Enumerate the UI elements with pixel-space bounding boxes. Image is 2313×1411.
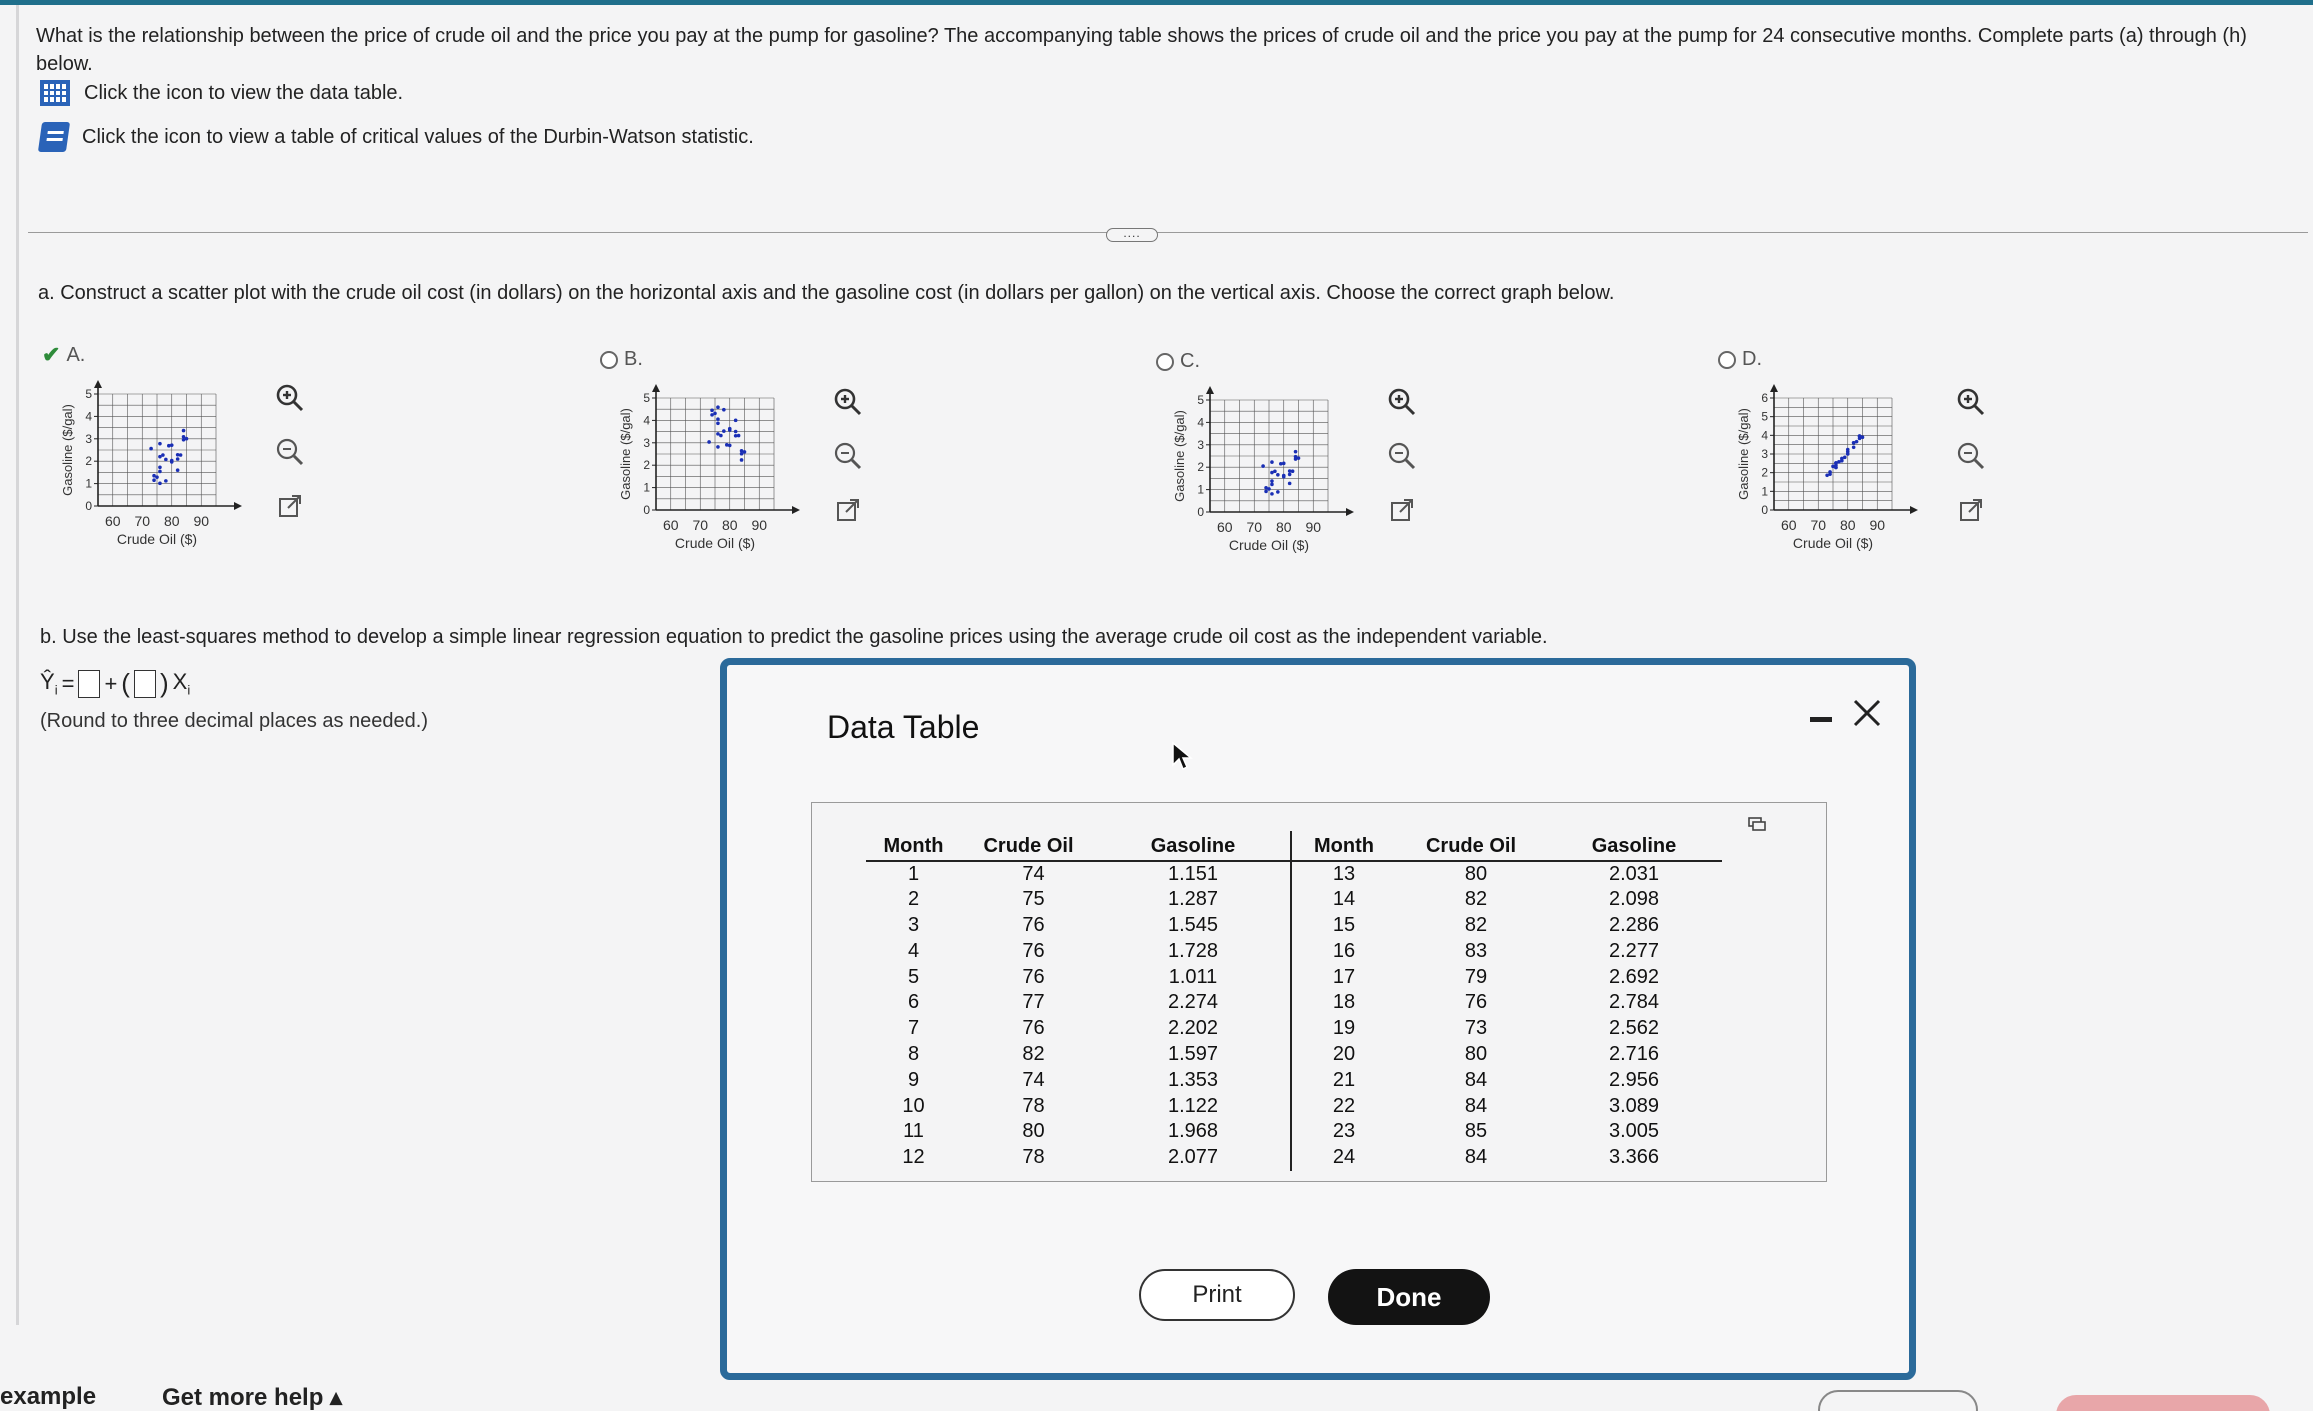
- data-point: [716, 445, 720, 449]
- table-cell: 1.011: [1096, 964, 1291, 990]
- option-a-label[interactable]: A.: [66, 343, 86, 366]
- data-point: [176, 457, 180, 461]
- y-tick-label: 4: [1761, 428, 1768, 443]
- zoom-in-icon[interactable]: [1384, 384, 1420, 420]
- data-point: [152, 478, 156, 482]
- table-cell: 75: [1022, 888, 1045, 911]
- x-axis-arrow: [1346, 508, 1354, 516]
- table-cell: 17: [1332, 965, 1356, 988]
- table-cell: 21: [1332, 1068, 1356, 1091]
- data-point: [728, 444, 732, 448]
- header-month: Month: [1291, 831, 1396, 861]
- table-cell: 3.366: [1608, 1146, 1660, 1169]
- table-cell: 13: [1332, 862, 1356, 885]
- data-point: [737, 434, 741, 438]
- table-cell: 22: [1332, 1094, 1356, 1117]
- table-cell: 1.122: [1096, 1093, 1291, 1119]
- y-axis-label: Gasoline ($/gal): [60, 404, 75, 496]
- open-new-window-icon[interactable]: [830, 492, 866, 528]
- table-cell: 3.089: [1608, 1094, 1660, 1117]
- scatter-graph-c[interactable]: [1170, 386, 1382, 586]
- option-b[interactable]: [600, 348, 643, 371]
- y-hat: $Ŷ_i$: [40, 669, 58, 698]
- table-cell: 80: [1464, 862, 1488, 885]
- data-point: [1858, 434, 1862, 438]
- data-point: [185, 437, 189, 441]
- option-c-radio[interactable]: [1156, 353, 1174, 371]
- y-tick-label: 1: [643, 480, 650, 495]
- table-cell: 76: [1022, 1017, 1045, 1040]
- data-point: [158, 455, 162, 459]
- table-cell: 76: [1022, 913, 1045, 936]
- view-example-link[interactable]: example: [0, 1383, 97, 1410]
- y-axis-label: Gasoline ($/gal): [618, 408, 633, 500]
- table-cell: 15: [1332, 913, 1356, 936]
- table-row: [866, 913, 1722, 939]
- top-accent-bar: [0, 0, 2313, 5]
- data-point: [1825, 473, 1829, 477]
- intercept-input[interactable]: [78, 670, 100, 698]
- left-edge: [16, 5, 19, 1325]
- data-point: [1282, 475, 1286, 479]
- table-cell: 2.031: [1608, 862, 1660, 885]
- table-cell: 78: [1022, 1094, 1045, 1117]
- option-c-label[interactable]: C.: [1180, 350, 1200, 372]
- y-tick-label: 5: [643, 391, 650, 405]
- table-cell: 2.784: [1608, 991, 1660, 1014]
- x-axis-label: Crude Oil ($): [1792, 535, 1874, 551]
- y-tick-label: 0: [643, 503, 650, 517]
- data-point: [1846, 452, 1850, 456]
- header-crude-oil: Crude Oil: [961, 831, 1096, 861]
- table-cell: 12: [902, 1146, 925, 1169]
- regression-equation: $Ŷ_i$ = + ( ) $X_i$: [40, 668, 191, 698]
- y-tick-label: 3: [643, 435, 650, 450]
- scatter-graph-d[interactable]: [1734, 384, 1946, 584]
- y-tick-label: 1: [1197, 482, 1204, 497]
- data-table-link[interactable]: [40, 80, 403, 106]
- plus-sign: +: [104, 670, 118, 696]
- y-tick-label: 0: [1197, 505, 1204, 519]
- y-tick-label: 2: [1761, 465, 1768, 480]
- header-gasoline: Gasoline: [1546, 831, 1722, 861]
- data-table-link-text[interactable]: Click the icon to view the data table.: [84, 81, 404, 104]
- scatter-graph-b[interactable]: [616, 384, 828, 584]
- table-row: [866, 1145, 1722, 1171]
- x-tick-label: 90: [1305, 519, 1322, 535]
- zoom-in-icon[interactable]: [1953, 384, 1989, 420]
- y-axis-arrow: [652, 384, 660, 392]
- data-point: [176, 468, 180, 472]
- x-tick-label: 60: [1780, 517, 1797, 533]
- table-cell: 2.277: [1608, 939, 1660, 962]
- x-variable: $X_i$: [172, 669, 191, 698]
- table-cell: 1: [907, 862, 920, 885]
- table-cell: 82: [1464, 913, 1488, 936]
- y-tick-label: 3: [1761, 447, 1768, 461]
- table-cell: 20: [1332, 1042, 1356, 1065]
- x-tick-label: 80: [1839, 517, 1856, 533]
- data-point: [743, 450, 747, 454]
- open-new-window-icon[interactable]: [1953, 492, 1989, 528]
- scatter-graph-a[interactable]: [58, 380, 258, 580]
- table-cell: 82: [1022, 1042, 1045, 1065]
- option-a[interactable]: [42, 342, 85, 368]
- x-axis-label: Crude Oil ($): [674, 535, 756, 551]
- y-tick-label: 0: [85, 499, 92, 513]
- data-point: [1270, 492, 1274, 496]
- table-cell: 1.597: [1096, 1042, 1291, 1068]
- data-point: [1288, 473, 1292, 477]
- table-cell: 74: [1022, 862, 1045, 885]
- table-cell: 2.562: [1608, 1017, 1660, 1040]
- x-tick-label: 60: [662, 517, 679, 533]
- close-icon[interactable]: [1847, 693, 1887, 733]
- table-cell: 6: [907, 991, 920, 1014]
- data-table: [866, 831, 1722, 1171]
- open-new-window-icon[interactable]: [272, 488, 308, 524]
- data-point: [728, 427, 732, 431]
- data-point: [152, 474, 156, 478]
- y-tick-label: 5: [85, 387, 92, 401]
- table-cell: 74: [1022, 1068, 1045, 1091]
- table-cell: 11: [903, 1120, 924, 1143]
- table-cell: 7: [907, 1017, 920, 1040]
- data-point: [170, 443, 174, 447]
- question-intro: What is the relationship between the price of crude oil and the price you pay at the pump for gasoline? The accompanying table shows the prices of crude oil and the price you pay at the pump for 24 consecutive months. Complete parts (a) through (h) below.: [36, 25, 2247, 75]
- data-point: [1261, 464, 1265, 468]
- data-point: [1288, 482, 1292, 486]
- data-point: [1834, 461, 1838, 465]
- zoom-in-icon[interactable]: [830, 384, 866, 420]
- table-cell: 1.151: [1096, 861, 1291, 887]
- data-point: [722, 408, 726, 412]
- y-axis-label: Gasoline ($/gal): [1736, 408, 1751, 500]
- x-tick-label: 90: [1869, 517, 1886, 533]
- data-point: [1264, 490, 1268, 494]
- mouse-cursor-icon: [1171, 741, 1193, 771]
- data-point: [740, 458, 744, 462]
- x-tick-label: 70: [1246, 519, 1263, 535]
- y-tick-label: 5: [1761, 409, 1768, 424]
- table-cell: 83: [1464, 939, 1488, 962]
- data-point: [158, 482, 162, 486]
- table-cell: 1.968: [1096, 1119, 1291, 1145]
- table-cell: 2.098: [1608, 888, 1660, 911]
- table-cell: 84: [1464, 1094, 1488, 1117]
- data-point: [1276, 490, 1280, 494]
- part-a-prompt: a. Construct a scatter plot with the crude oil cost (in dollars) on the horizontal axis and the gasoline cost (in dollars per gallon) on the vertical axis. Choose the correct graph below.: [38, 282, 1615, 304]
- data-point: [182, 435, 186, 439]
- y-tick-label: 5: [1197, 393, 1204, 407]
- data-point: [716, 432, 720, 436]
- book-icon[interactable]: [38, 122, 70, 152]
- table-row: [866, 964, 1722, 990]
- y-tick-label: 0: [1761, 503, 1768, 517]
- copy-icon[interactable]: [1748, 817, 1766, 831]
- x-tick-label: 70: [692, 517, 709, 533]
- option-d-tools: [1953, 384, 1989, 528]
- y-tick-label: 6: [1761, 391, 1768, 405]
- zoom-in-icon[interactable]: [272, 380, 308, 416]
- data-point: [1270, 460, 1274, 464]
- table-cell: 2.202: [1096, 1016, 1291, 1042]
- table-cell: 19: [1332, 1017, 1356, 1040]
- data-point: [1291, 469, 1295, 473]
- header-crude-oil: Crude Oil: [1396, 831, 1546, 861]
- data-point: [707, 440, 711, 444]
- table-row: [866, 1119, 1722, 1145]
- option-b-radio[interactable]: [600, 351, 618, 369]
- table-cell: 2.274: [1096, 990, 1291, 1016]
- option-d-label[interactable]: D.: [1742, 348, 1762, 370]
- y-axis-arrow: [94, 380, 102, 388]
- option-b-label[interactable]: B.: [624, 348, 643, 370]
- table-cell: 1.287: [1096, 887, 1291, 913]
- part-b-prompt: b. Use the least-squares method to develop a simple linear regression equation to predict the gasoline prices using the average crude oil cost as the independent variable.: [40, 626, 1548, 648]
- rounding-note: (Round to three decimal places as needed.): [40, 710, 429, 732]
- table-cell: 16: [1332, 939, 1356, 962]
- open-new-window-icon[interactable]: [1384, 492, 1420, 528]
- y-tick-label: 4: [1197, 415, 1204, 430]
- data-point: [158, 470, 162, 474]
- x-tick-label: 70: [134, 513, 151, 529]
- data-point: [1270, 471, 1274, 475]
- y-tick-label: 2: [1197, 460, 1204, 475]
- dw-table-link-text[interactable]: Click the icon to view a table of critical values of the Durbin-Watson statistic.: [82, 125, 754, 148]
- table-cell: 85: [1464, 1120, 1488, 1143]
- data-point: [1294, 450, 1298, 454]
- table-row: [866, 990, 1722, 1016]
- table-cell: 79: [1464, 965, 1488, 988]
- data-point: [716, 421, 720, 425]
- table-cell: 2.692: [1608, 965, 1660, 988]
- option-c[interactable]: [1156, 350, 1200, 373]
- data-table-dialog: [720, 658, 1916, 1380]
- table-cell: 78: [1022, 1146, 1045, 1169]
- zoom-out-icon[interactable]: [830, 438, 866, 474]
- option-b-tools: [830, 384, 866, 528]
- table-row: [866, 887, 1722, 913]
- x-axis-arrow: [1910, 506, 1918, 514]
- data-point: [1852, 445, 1856, 449]
- zoom-out-icon[interactable]: [272, 434, 308, 470]
- data-point: [740, 452, 744, 456]
- table-cell: 76: [1464, 991, 1488, 1014]
- data-point: [1828, 470, 1832, 474]
- table-cell: 2.077: [1096, 1145, 1291, 1171]
- table-cell: 3: [907, 913, 920, 936]
- done-button[interactable]: Done: [1328, 1269, 1490, 1325]
- data-point: [1282, 462, 1286, 466]
- table-cell: 1.545: [1096, 913, 1291, 939]
- y-tick-label: 1: [85, 476, 92, 491]
- x-axis-label: Crude Oil ($): [1228, 537, 1310, 553]
- table-cell: 84: [1464, 1146, 1488, 1169]
- x-axis-arrow: [792, 506, 800, 514]
- x-axis-label: Crude Oil ($): [116, 531, 198, 547]
- table-cell: 73: [1464, 1017, 1488, 1040]
- table-cell: 4: [907, 939, 920, 962]
- table-cell: 3.005: [1608, 1120, 1660, 1143]
- option-d[interactable]: [1718, 348, 1762, 371]
- data-point: [722, 429, 726, 433]
- x-tick-label: 60: [1216, 519, 1233, 535]
- data-point: [164, 479, 168, 483]
- correct-check-icon: ✔: [42, 342, 61, 367]
- option-d-radio[interactable]: [1718, 351, 1736, 369]
- table-cell: 10: [902, 1094, 925, 1117]
- data-point: [179, 453, 183, 457]
- table-cell: 2.716: [1608, 1042, 1660, 1065]
- divider: [28, 232, 2308, 233]
- table-cell: 2.286: [1608, 913, 1660, 936]
- y-tick-label: 4: [85, 409, 92, 424]
- data-point: [1270, 479, 1274, 483]
- data-point: [170, 460, 174, 464]
- dw-table-link[interactable]: [40, 122, 754, 152]
- table-cell: 2: [907, 888, 920, 911]
- x-tick-label: 80: [163, 513, 180, 529]
- table-cell: 76: [1022, 939, 1045, 962]
- get-more-help-button[interactable]: Get more help ▴: [162, 1384, 343, 1411]
- expand-more-button[interactable]: ....: [1106, 228, 1158, 242]
- x-tick-label: 80: [721, 517, 738, 533]
- table-cell: 8: [907, 1042, 920, 1065]
- table-cell: 14: [1332, 888, 1356, 911]
- table-cell: 84: [1464, 1068, 1488, 1091]
- y-tick-label: 2: [643, 458, 650, 473]
- slope-input[interactable]: [134, 670, 156, 698]
- data-point: [182, 429, 186, 433]
- table-cell: 80: [1022, 1120, 1045, 1143]
- dialog-title: Data Table: [827, 709, 980, 745]
- bottom-button-partial[interactable]: [1818, 1390, 1978, 1411]
- table-row: [866, 938, 1722, 964]
- table-row: [866, 861, 1722, 887]
- table-cell: 9: [907, 1068, 920, 1091]
- data-point: [716, 405, 720, 409]
- data-point: [1297, 456, 1301, 460]
- table-cell: 1.728: [1096, 938, 1291, 964]
- x-tick-label: 90: [751, 517, 768, 533]
- table-cell: 24: [1332, 1146, 1356, 1169]
- y-axis-label: Gasoline ($/gal): [1172, 410, 1187, 502]
- data-point: [710, 409, 714, 413]
- table-cell: 76: [1022, 965, 1045, 988]
- data-point: [1276, 473, 1280, 477]
- table-header-row: [866, 831, 1722, 861]
- print-button[interactable]: Print: [1139, 1269, 1295, 1321]
- table-cell: 18: [1332, 991, 1356, 1014]
- table-row: [866, 1042, 1722, 1068]
- table-row: [866, 1016, 1722, 1042]
- table-row: [866, 1067, 1722, 1093]
- header-month: Month: [866, 831, 961, 861]
- option-a-tools: [272, 380, 308, 524]
- data-point: [158, 442, 162, 446]
- y-axis-arrow: [1206, 386, 1214, 394]
- y-tick-label: 3: [85, 431, 92, 446]
- table-cell: 23: [1332, 1120, 1356, 1143]
- x-tick-label: 80: [1275, 519, 1292, 535]
- data-point: [164, 458, 168, 462]
- data-point: [734, 419, 738, 423]
- equals-sign: =: [61, 670, 75, 696]
- zoom-out-icon[interactable]: [1953, 438, 1989, 474]
- y-axis-arrow: [1770, 384, 1778, 392]
- table-cell: 77: [1022, 991, 1045, 1014]
- zoom-out-icon[interactable]: [1384, 438, 1420, 474]
- data-point: [1852, 441, 1856, 445]
- data-point: [158, 465, 162, 469]
- y-tick-label: 1: [1761, 484, 1768, 499]
- data-point: [149, 447, 153, 451]
- y-tick-label: 4: [643, 413, 650, 428]
- y-tick-label: 3: [1197, 437, 1204, 452]
- y-tick-label: 2: [85, 454, 92, 469]
- table-cell: 2.956: [1608, 1068, 1660, 1091]
- x-tick-label: 60: [104, 513, 121, 529]
- data-point: [716, 417, 720, 421]
- data-point: [734, 430, 738, 434]
- x-tick-label: 70: [1810, 517, 1827, 533]
- table-cell: 82: [1464, 888, 1488, 911]
- table-icon[interactable]: [40, 80, 70, 106]
- table-cell: 80: [1464, 1042, 1488, 1065]
- x-tick-label: 90: [193, 513, 210, 529]
- data-point: [710, 413, 714, 417]
- data-point: [1264, 486, 1268, 490]
- data-point: [1834, 466, 1838, 470]
- header-gasoline: Gasoline: [1096, 831, 1291, 861]
- data-table-frame: [811, 802, 1827, 1182]
- table-row: [866, 1093, 1722, 1119]
- table-cell: 5: [907, 965, 920, 988]
- data-point: [1270, 483, 1274, 487]
- minimize-icon[interactable]: [1810, 717, 1832, 722]
- option-c-tools: [1384, 384, 1420, 528]
- table-cell: 1.353: [1096, 1067, 1291, 1093]
- x-axis-arrow: [234, 502, 242, 510]
- check-answer-button-partial[interactable]: [2056, 1395, 2270, 1411]
- data-point: [1846, 448, 1850, 452]
- data-point: [1840, 457, 1844, 461]
